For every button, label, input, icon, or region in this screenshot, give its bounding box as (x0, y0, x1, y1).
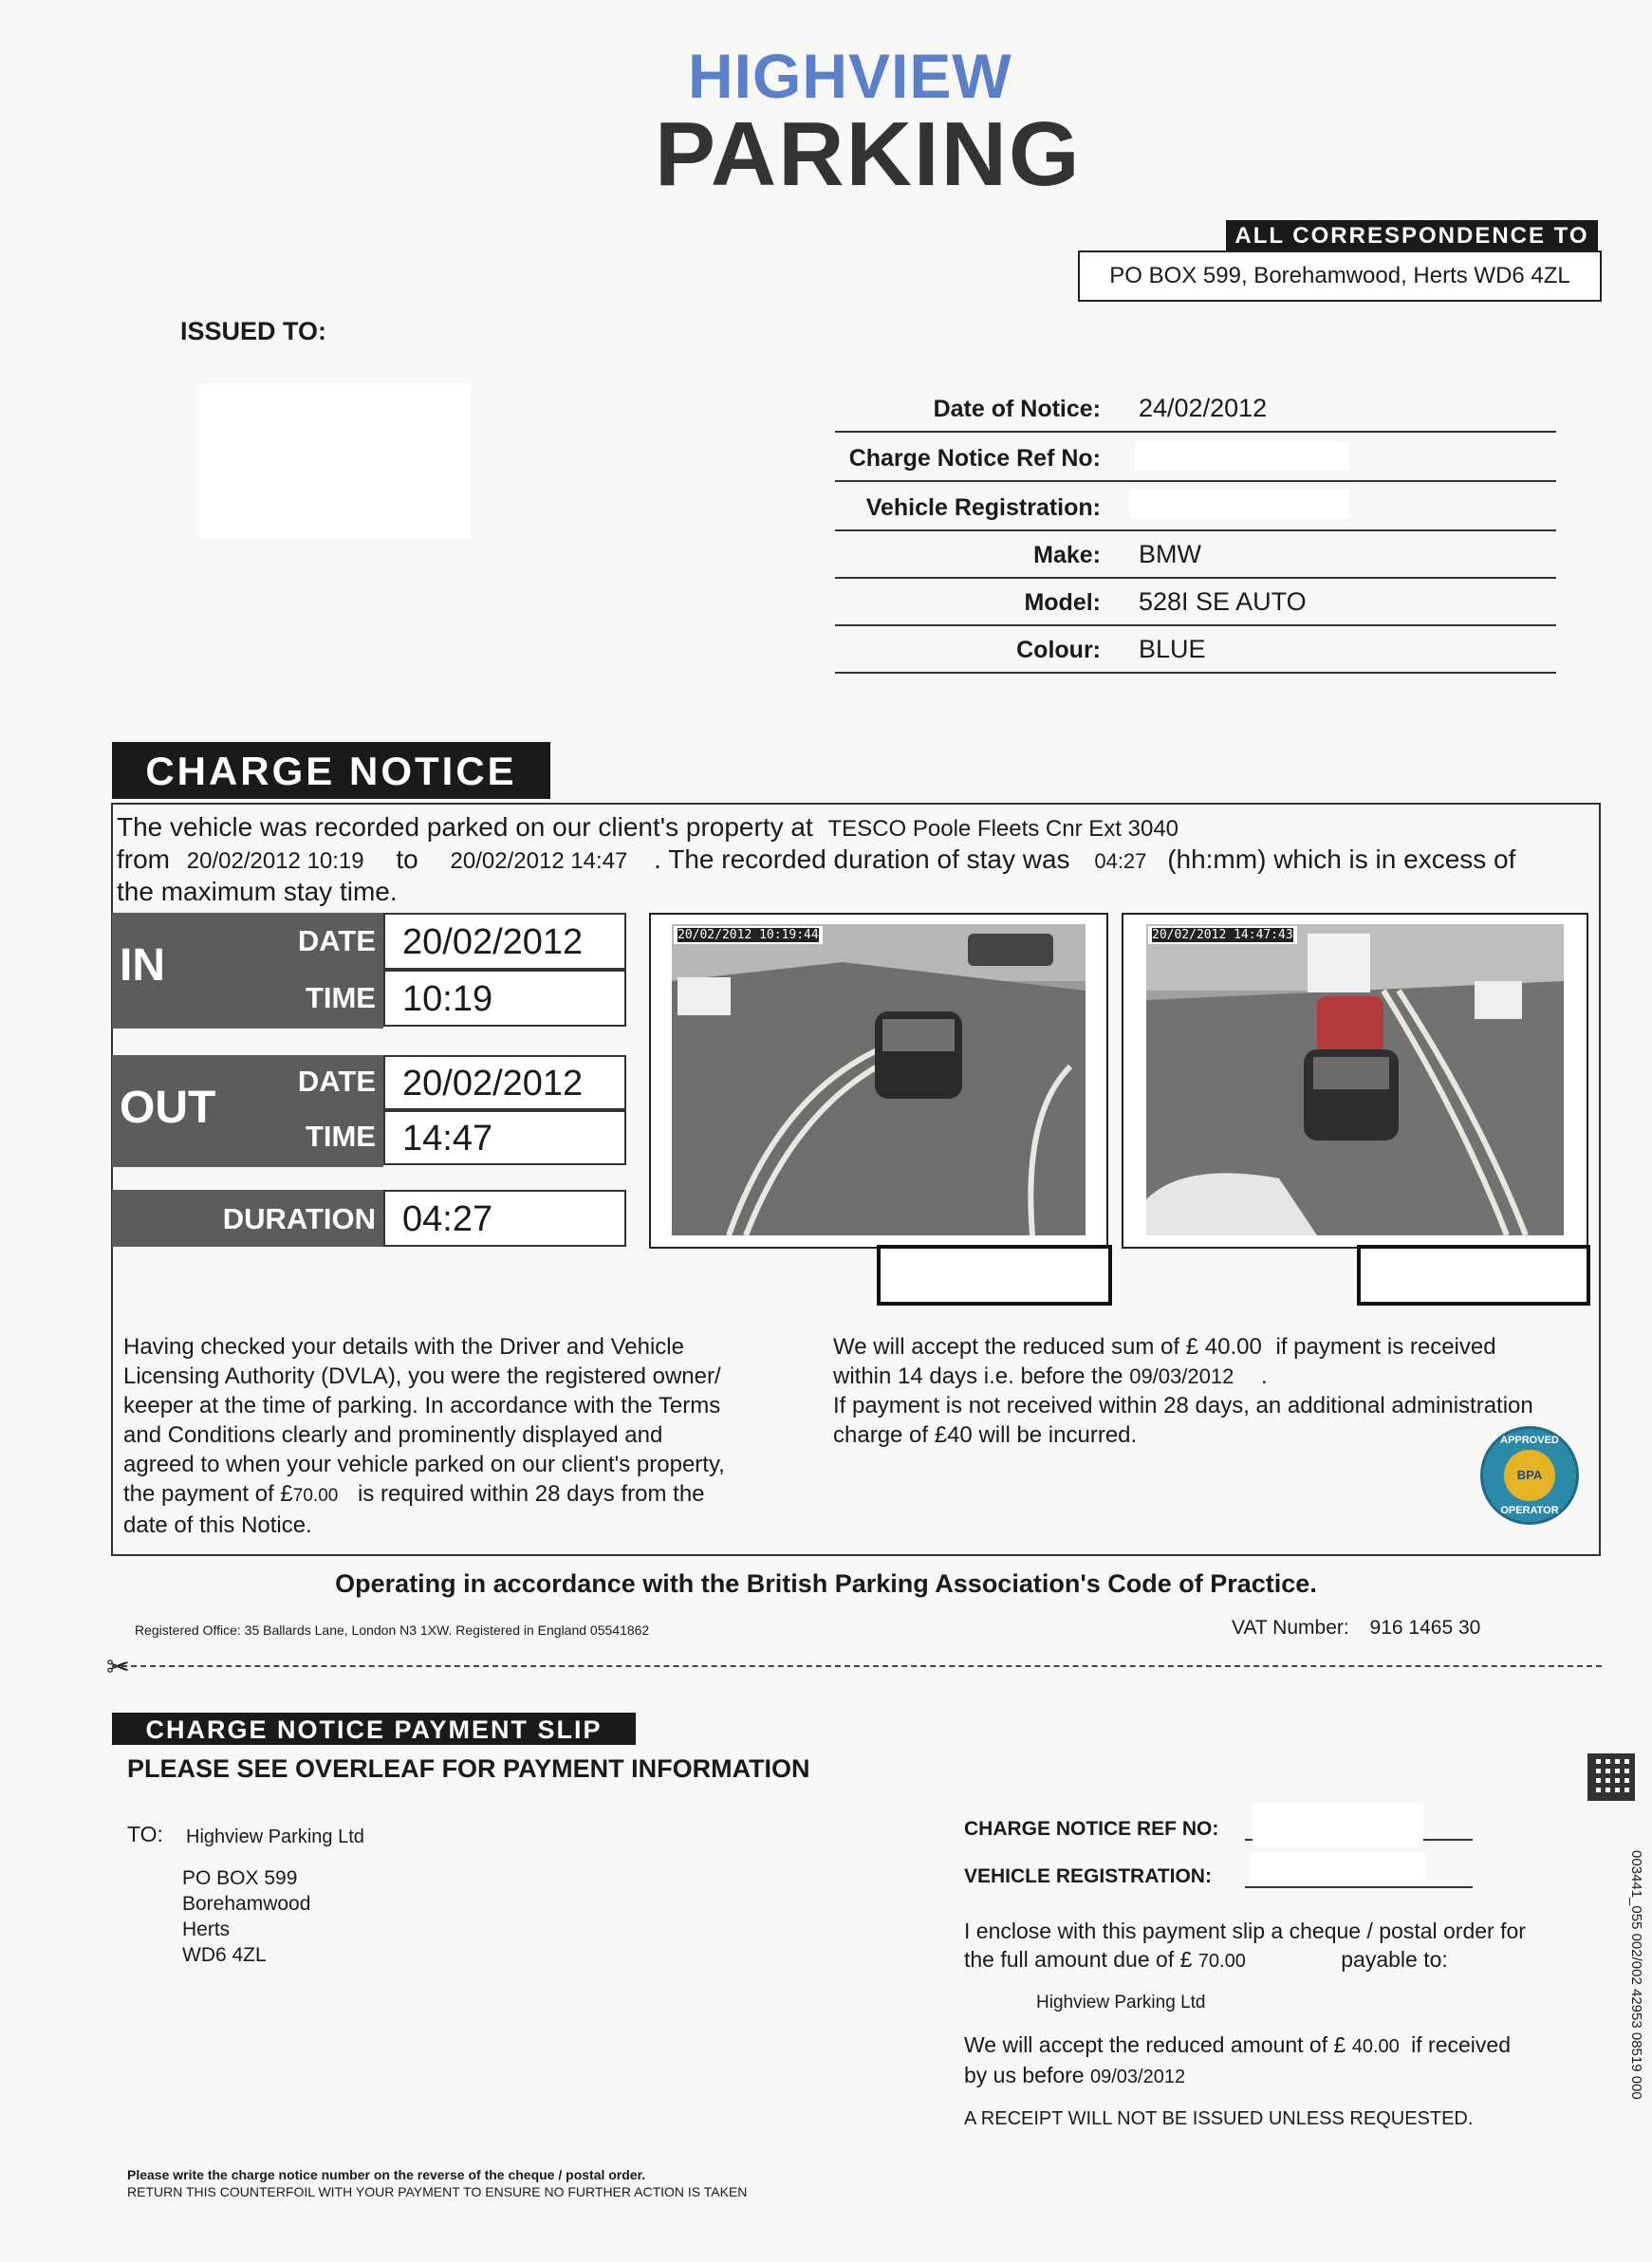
bpa-operator-text: OPERATOR (1500, 1505, 1559, 1516)
site-name: TESCO Poole Fleets Cnr Ext 3040 (827, 816, 1179, 842)
photo-in-plate-crop (877, 1245, 1112, 1306)
bpa-approved-text: APPROVED (1500, 1435, 1559, 1446)
slip-ref-label: CHARGE NOTICE REF NO: (964, 1818, 1219, 1840)
out-block (112, 1055, 383, 1167)
make-label: Make: (1033, 542, 1101, 568)
slip-note-bold: Please write the charge notice number on the reverse of the cheque / postal order. (127, 2167, 646, 2182)
model-label: Model: (1024, 589, 1101, 616)
reduced-text-b: if payment is received (1275, 1334, 1496, 1360)
slip-enclose-paragraph (964, 1917, 1609, 1975)
slip-reduced-paragraph (964, 2030, 1609, 2091)
scissors-icon: ✂ (106, 1652, 131, 1683)
slip-reg-field (1245, 1886, 1473, 1888)
duration-block (112, 1190, 383, 1247)
payment-text-a: the payment of £ (123, 1481, 293, 1507)
slip-reg-redacted (1251, 1852, 1425, 1881)
car-exiting-image (1146, 924, 1564, 1235)
reduced-paragraph (833, 1332, 1592, 1450)
row-vehicle-registration (835, 482, 1556, 531)
in-date-label: DATE (297, 924, 376, 957)
redacted-ref-no (1135, 442, 1349, 471)
slip-full-amount: 70.00 (1197, 1951, 1246, 1972)
photo-out-plate-crop (1357, 1245, 1590, 1306)
dvla-line-1: Having checked your details with the Driver and Vehicle (123, 1334, 684, 1360)
dvla-line-3: keeper at the time of parking. In accordance with the Terms (123, 1393, 721, 1418)
within-dot: . (1260, 1363, 1268, 1389)
within-line (833, 1362, 1592, 1391)
bpa-statement: Operating in accordance with the British Parking Association's Code of Practice. (335, 1569, 1317, 1598)
payment-slip-subtitle: PLEASE SEE OVERLEAF FOR PAYMENT INFORMATION (127, 1754, 810, 1783)
within-date: 09/03/2012 (1129, 1364, 1234, 1388)
dvla-line-4: and Conditions clearly and prominently displayed and (123, 1422, 663, 1448)
slip-reduced-date: 09/03/2012 (1089, 2067, 1186, 2087)
duration-inline: 04:27 (1094, 849, 1147, 873)
slip-reg-label: VEHICLE REGISTRATION: (964, 1865, 1212, 1887)
payment-amount: 70.00 (292, 1486, 339, 1506)
payment-line (123, 1479, 788, 1511)
in-date-value: 20/02/2012 (383, 913, 626, 970)
vat-label: VAT Number: (1232, 1617, 1349, 1639)
row-model (835, 577, 1556, 626)
row-date-of-notice (835, 383, 1556, 433)
date-of-notice-value: 24/02/2012 (1139, 394, 1268, 422)
payment-line-end: date of this Notice. (123, 1512, 312, 1538)
row-make (835, 529, 1556, 579)
make-value: BMW (1139, 540, 1201, 568)
out-time-label: TIME (305, 1120, 376, 1153)
from-value: 20/02/2012 10:19 (186, 848, 364, 874)
photo-out-timestamp-text: 20/02/2012 14:47:43 (1152, 928, 1293, 942)
reduced-line (833, 1332, 1592, 1362)
correspondence-address: PO BOX 599, Borehamwood, Herts WD6 4ZL (1078, 250, 1602, 302)
to-value: 20/02/2012 14:47 (450, 848, 628, 874)
slip-note: RETURN THIS COUNTERFOIL WITH YOUR PAYMENT TO ENSURE NO FURTHER ACTION IS TAKEN (127, 2184, 748, 2199)
dvla-paragraph (123, 1332, 788, 1540)
slip-address (182, 1865, 310, 1968)
vat-number: 916 1465 30 (1369, 1617, 1481, 1639)
row-ref-no (835, 433, 1556, 482)
bpa-approved-operator-badge (1480, 1426, 1579, 1525)
out-label: OUT (120, 1083, 216, 1133)
slip-reduced-text-a: We will accept the reduced amount of £ (964, 2032, 1346, 2057)
camera-photo-in (649, 913, 1108, 1249)
slip-receipt-note: A RECEIPT WILL NOT BE ISSUED UNLESS REQUESTED. (964, 2108, 1474, 2129)
out-date-label: DATE (297, 1065, 376, 1098)
slip-reduced-amount: 40.00 (1351, 2036, 1400, 2057)
intro-text: The vehicle was recorded parked on our client's property at (117, 812, 813, 842)
side-reference-code: 003441_055 002/002 42953 08519 000 (1628, 1850, 1644, 2100)
intro-line-1 (117, 812, 1179, 843)
slip-enclose-line-2 (964, 1945, 1609, 1975)
slip-reduced-line-2 (964, 2061, 1609, 2091)
payment-text-b: is required within 28 days from the (358, 1481, 705, 1507)
slip-reduced-line-1 (964, 2030, 1609, 2061)
colour-value: BLUE (1139, 635, 1206, 663)
intro-line-2 (117, 844, 1515, 875)
slip-address-line-1: PO BOX 599 (182, 1867, 298, 1889)
dvla-line-5: agreed to when your vehicle parked on our client's property, (123, 1452, 725, 1477)
charge-notice-title: CHARGE NOTICE (112, 742, 550, 799)
slip-payee: Highview Parking Ltd (1036, 1993, 1206, 2012)
slip-full-amount-text: the full amount due of £ (964, 1947, 1193, 1972)
slip-address-line-3: Herts (182, 1919, 231, 1940)
ref-no-label: Charge Notice Ref No: (848, 445, 1101, 472)
vehicle-registration-label: Vehicle Registration: (865, 494, 1101, 521)
photo-in-timestamp-text: 20/02/2012 10:19:44 (678, 928, 819, 942)
correspondence-heading: ALL CORRESPONDENCE TO (1226, 220, 1598, 252)
redacted-registration (1129, 490, 1349, 518)
camera-photo-out (1122, 913, 1588, 1249)
qr-code (1587, 1753, 1635, 1801)
duration-value: 04:27 (383, 1190, 626, 1247)
admin-line-1: If payment is not received within 28 days, an additional administration (833, 1393, 1533, 1418)
slip-to-name: Highview Parking Ltd (186, 1826, 364, 1847)
reduced-text-a: We will accept the reduced sum of £ (833, 1334, 1199, 1360)
model-value: 528I SE AUTO (1139, 587, 1307, 616)
duration-label: DURATION (222, 1202, 376, 1235)
logo-parking: PARKING (655, 103, 1082, 205)
vat-line (1232, 1617, 1480, 1640)
payment-slip-title: CHARGE NOTICE PAYMENT SLIP (112, 1713, 636, 1745)
out-date-value: 20/02/2012 (383, 1055, 626, 1110)
intro-duration-text: . The recorded duration of stay was (654, 844, 1070, 874)
slip-address-line-2: Borehamwood (182, 1893, 311, 1915)
date-of-notice-label: Date of Notice: (933, 396, 1101, 422)
in-time-value: 10:19 (383, 970, 626, 1027)
registered-office: Registered Office: 35 Ballards Lane, London N3 1XW. Registered in England 05541862 (135, 1622, 650, 1638)
row-colour (835, 624, 1556, 674)
out-time-value: 14:47 (383, 1110, 626, 1165)
photo-in-timestamp (674, 926, 823, 944)
dvla-line-2: Licensing Authority (DVLA), you were the registered owner/ (123, 1363, 721, 1389)
intro-excess-text: (hh:mm) which is in excess of (1167, 844, 1516, 874)
logo-highview: HIGHVIEW (688, 41, 1012, 111)
slip-address-line-4: WD6 4ZL (182, 1944, 267, 1966)
bpa-logo: BPA (1504, 1450, 1555, 1501)
within-text: within 14 days i.e. before the (833, 1363, 1123, 1389)
in-block (112, 913, 383, 1029)
admin-line-2: charge of £40 will be incurred. (833, 1422, 1138, 1448)
in-label: IN (120, 940, 165, 991)
to-label: to (396, 844, 418, 874)
slip-reduced-by-text: by us before (964, 2063, 1085, 2087)
issued-to-label: ISSUED TO: (180, 317, 327, 345)
photo-out-timestamp (1148, 926, 1297, 944)
from-label: from (117, 844, 170, 874)
cut-line (112, 1665, 1602, 1667)
slip-ref-redacted (1253, 1803, 1423, 1846)
car-entering-image (672, 924, 1086, 1235)
redacted-address (199, 383, 471, 539)
slip-reduced-text-b: if received (1411, 2032, 1511, 2057)
intro-line-3: the maximum stay time. (117, 877, 398, 906)
colour-label: Colour: (1016, 637, 1101, 663)
in-time-label: TIME (305, 981, 376, 1014)
reduced-amount: 40.00 (1204, 1334, 1262, 1360)
slip-enclose-line-1: I enclose with this payment slip a cheque / postal order for (964, 1919, 1526, 1943)
slip-payable-text: payable to: (1341, 1947, 1448, 1972)
slip-to-label: TO: (127, 1822, 163, 1846)
